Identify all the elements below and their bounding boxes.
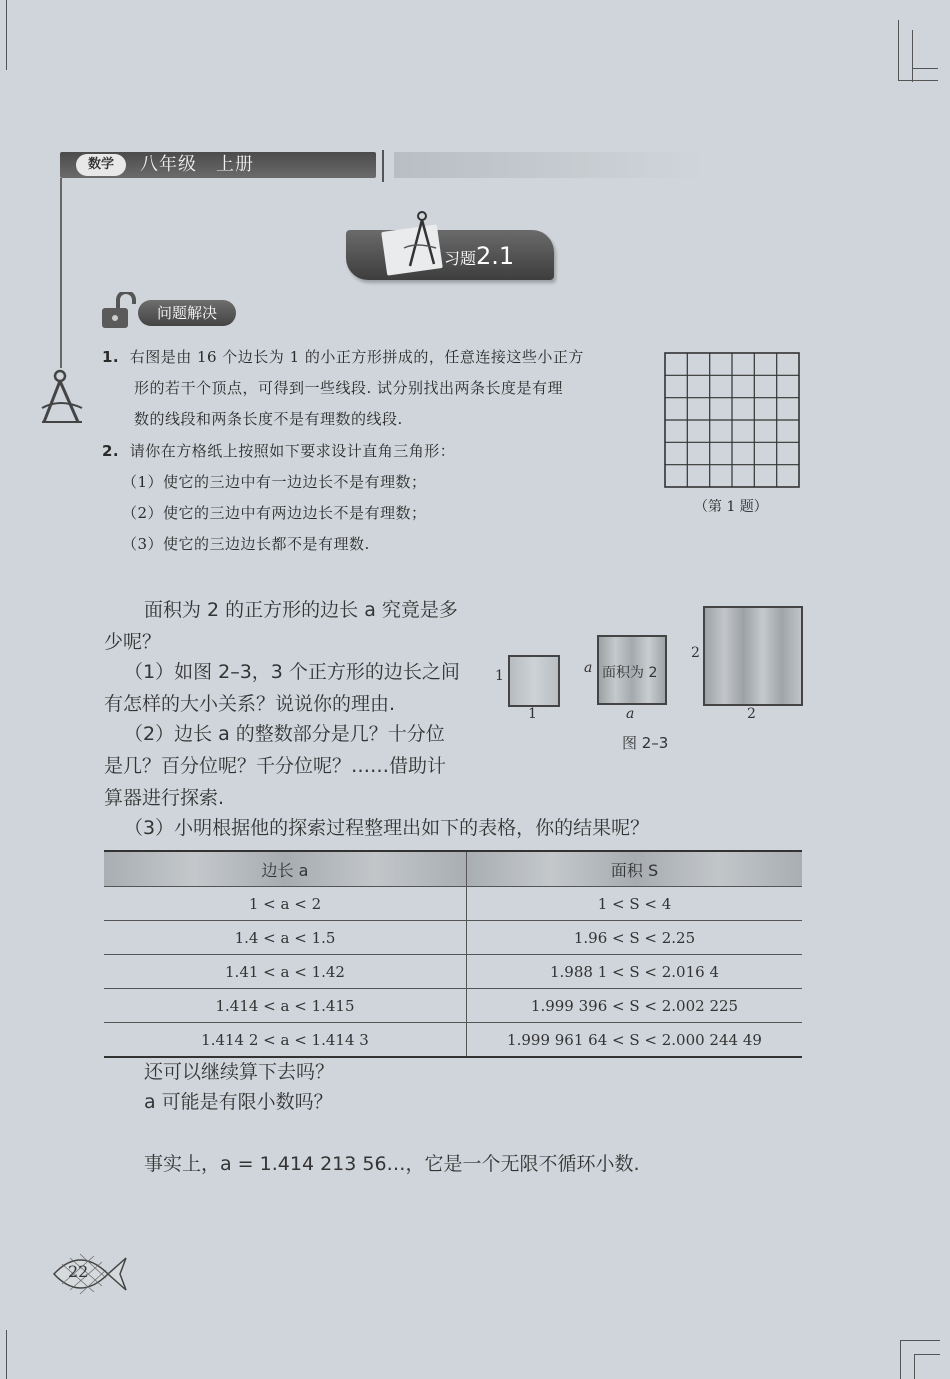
fish-page-marker-icon	[50, 1244, 130, 1304]
table-cell: 1.988 1 < S < 2.016 4	[467, 955, 803, 989]
crop-mark	[912, 30, 913, 82]
table-cell: 1.999 396 < S < 2.002 225	[467, 989, 803, 1023]
text-line: 算器进行探索.	[104, 787, 225, 809]
side-area-table	[104, 850, 802, 1058]
drafting-compass-icon	[396, 208, 442, 272]
crop-mark	[914, 1354, 915, 1379]
text-line: 是几？百分位呢？千分位呢？……借助计	[104, 755, 447, 777]
crop-mark	[914, 1354, 940, 1355]
text-line: 有怎样的大小关系？说说你的理由.	[104, 693, 396, 715]
problem-number: 1.	[102, 348, 120, 366]
table-cell: 1.414 < a < 1.415	[104, 989, 467, 1023]
table-cell: 1.96 < S < 2.25	[467, 921, 803, 955]
problem-subitem: （3）使它的三边边长都不是有理数.	[122, 535, 370, 553]
follow-up-question-1: 还可以继续算下去吗？	[144, 1061, 335, 1083]
header-divider	[382, 150, 384, 182]
square-side-1	[508, 655, 560, 707]
table-row	[104, 955, 802, 989]
question-2	[104, 718, 494, 814]
problem-1	[102, 342, 662, 435]
grade-title: 八年级 上册	[140, 154, 254, 175]
square-1-bottom-label: 1	[528, 706, 537, 722]
crop-mark	[900, 1340, 901, 1379]
text-line: （2）边长 a 的整数部分是几？十分位	[124, 723, 445, 745]
crop-mark	[912, 68, 938, 69]
intro-paragraph	[104, 594, 494, 658]
figure-caption: 图 2–3	[622, 734, 669, 752]
problem-2	[102, 436, 662, 560]
problem-number: 2.	[102, 442, 120, 460]
left-margin-rule	[60, 178, 62, 368]
crop-mark	[6, 0, 7, 70]
exercise-prefix: 习题	[444, 249, 477, 268]
problem-intro: 请你在方格纸上按照如下要求设计直角三角形：	[129, 442, 456, 460]
grid-caption: （第 1 题）	[694, 499, 768, 515]
table-cell: 1 < S < 4	[467, 887, 803, 921]
table-row	[104, 1023, 802, 1058]
square-2-area-label: 面积为 2	[602, 665, 658, 681]
table-cell: 1.4 < a < 1.5	[104, 921, 467, 955]
problem-subitem: （2）使它的三边中有两边边长不是有理数；	[122, 504, 427, 522]
compass-icon	[38, 368, 86, 428]
table-row	[104, 921, 802, 955]
table-cell: 1 < a < 2	[104, 887, 467, 921]
table-header: 面积 S	[467, 851, 803, 887]
exercise-number: 2.1	[476, 242, 515, 270]
problem-text-line: 形的若干个顶点，可得到一些线段. 试分别找出两条长度是有理	[134, 379, 564, 397]
square-2-side-label: a	[584, 660, 593, 676]
question-3: （3）小明根据他的探索过程整理出如下的表格，你的结果呢？	[124, 817, 650, 839]
table-cell: 1.414 2 < a < 1.414 3	[104, 1023, 467, 1058]
table-row	[104, 989, 802, 1023]
open-lock-icon	[100, 292, 136, 330]
square-1-side-label: 1	[495, 668, 504, 684]
table-row	[104, 887, 802, 921]
page-number: 22	[68, 1262, 89, 1281]
crop-mark	[898, 80, 938, 81]
text-line: 面积为 2 的正方形的边长 a 究竟是多	[144, 599, 458, 621]
problem-text-line: 数的线段和两条长度不是有理数的线段.	[134, 410, 403, 428]
subject-badge: 数学	[76, 154, 126, 176]
text-line: （1）如图 2–3，3 个正方形的边长之间	[124, 661, 460, 683]
table-header-row	[104, 851, 802, 887]
conclusion: 事实上，a = 1.414 213 56…，它是一个无限不循环小数.	[144, 1153, 640, 1175]
problem-subitem: （1）使它的三边中有一边边长不是有理数；	[122, 473, 427, 491]
table-cell: 1.41 < a < 1.42	[104, 955, 467, 989]
text-line: 少呢？	[104, 631, 162, 653]
problem-text-line: 右图是由 16 个边长为 1 的小正方形拼成的，任意连接这些小正方	[129, 348, 584, 366]
square-side-2	[703, 606, 803, 706]
table-header: 边长 a	[104, 851, 467, 887]
crop-mark	[900, 1340, 940, 1341]
table-cell: 1.999 961 64 < S < 2.000 244 49	[467, 1023, 803, 1058]
square-3-bottom-label: 2	[747, 706, 756, 722]
follow-up-question-2: a 可能是有限小数吗？	[144, 1091, 333, 1113]
question-1	[104, 656, 494, 720]
section-tag: 问题解决	[138, 300, 236, 326]
square-3-side-label: 2	[691, 645, 700, 661]
crop-mark	[898, 20, 899, 80]
square-grid-figure	[664, 352, 800, 488]
crop-mark	[6, 1330, 7, 1379]
exercise-title	[444, 238, 514, 274]
header-bar-decoration	[394, 152, 704, 178]
square-2-bottom-label: a	[626, 706, 635, 722]
